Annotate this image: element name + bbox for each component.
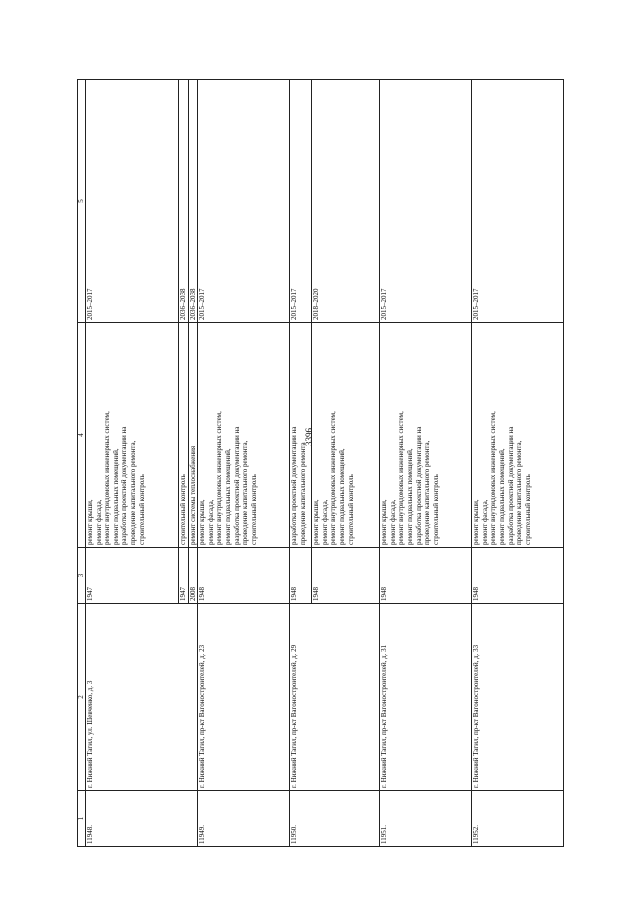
work-line: ремонт подвальных помещений, xyxy=(405,448,414,545)
period-cell: 2015–2017 xyxy=(380,80,472,323)
work-line: разработка проектной документации на xyxy=(414,426,423,545)
period-cell: 2015–2017 xyxy=(290,80,312,323)
work-line: ремонт подвальных помещений, xyxy=(223,448,232,545)
year-cell: 1948 xyxy=(380,548,472,604)
work-cell xyxy=(312,323,380,548)
year-cell: 2008 xyxy=(188,548,198,604)
entry-number: 11950. xyxy=(290,791,380,847)
work-cell xyxy=(179,323,189,548)
period-cell: 2036–2038 xyxy=(179,80,189,323)
rotated-page xyxy=(77,80,576,847)
work-cell xyxy=(198,323,290,548)
year-cell: 1948 xyxy=(472,548,564,604)
work-line: строительный контроль xyxy=(346,474,355,545)
period-cell: 2015–2017 xyxy=(472,80,564,323)
work-line: ремонт внутридомовых инженерных систем, xyxy=(215,411,224,545)
work-line: проведение капитального ремонта, xyxy=(241,440,250,545)
work-line: ремонт внутридомовых инженерных систем, xyxy=(329,411,338,545)
work-line: ремонт фасада, xyxy=(94,499,103,545)
table-row xyxy=(86,80,179,847)
work-line: ремонт фасада, xyxy=(206,499,215,545)
period-cell: 2018–2020 xyxy=(312,80,380,323)
address-cell: г. Нижний Тагил, ул. Шевченко, д. 3 xyxy=(86,604,198,791)
work-line: ремонт подвальных помещений, xyxy=(497,448,506,545)
year-cell: 1947 xyxy=(86,548,179,604)
work-line: строительный контроль xyxy=(523,474,532,545)
work-line: ремонт внутридомовых инженерных систем, xyxy=(103,411,112,545)
table-row xyxy=(290,80,312,847)
year-cell: 1947 xyxy=(179,548,189,604)
work-line: строительный контроль xyxy=(137,474,146,545)
entry-number: 11952. xyxy=(472,791,564,847)
year-cell: 1948 xyxy=(198,548,290,604)
address-cell: г. Нижний Тагил, пр-кт Вагоностроителей, д. 33 xyxy=(472,604,564,791)
period-cell: 2036–2038 xyxy=(188,80,198,323)
work-cell xyxy=(290,323,312,548)
header-row xyxy=(78,80,86,847)
period-cell: 2015–2017 xyxy=(86,80,179,323)
work-line: ремонт крыши, xyxy=(380,499,389,545)
work-cell xyxy=(86,323,179,548)
column-header: 5 xyxy=(78,80,86,323)
work-line: разработка проектной документации на xyxy=(120,426,129,545)
column-header: 1 xyxy=(78,791,86,847)
entry-number: 11949. xyxy=(198,791,290,847)
work-line: строительный контроль xyxy=(249,474,258,545)
work-line: ремонт фасада, xyxy=(480,499,489,545)
page-number: 3396 xyxy=(304,428,314,446)
work-line: ремонт крыши, xyxy=(198,499,207,545)
work-cell xyxy=(188,323,198,548)
year-cell: 1948 xyxy=(312,548,380,604)
work-line: разработка проектной документации на xyxy=(506,426,515,545)
address-cell: г. Нижний Тагил, пр-кт Вагоностроителей, д. 31 xyxy=(380,604,472,791)
work-line: разработка проектной документации на xyxy=(290,426,299,545)
column-header: 2 xyxy=(78,604,86,791)
work-line: разработка проектной документации на xyxy=(232,426,241,545)
work-cell xyxy=(380,323,472,548)
work-line: проведение капитального ремонта xyxy=(298,442,307,545)
work-line: проведение капитального ремонта, xyxy=(128,440,137,545)
work-line: ремонт подвальных помещений, xyxy=(337,448,346,545)
work-line: ремонт фасада, xyxy=(388,499,397,545)
entry-number: 11951. xyxy=(380,791,472,847)
period-cell: 2015–2017 xyxy=(198,80,290,323)
work-line: проведение капитального ремонта, xyxy=(515,440,524,545)
work-line: строительный контроль xyxy=(179,474,187,545)
work-line: ремонт внутридомовых инженерных систем, xyxy=(489,411,498,545)
work-line: ремонт подвальных помещений, xyxy=(111,448,120,545)
work-line: ремонт крыши, xyxy=(472,499,481,545)
work-cell xyxy=(472,323,564,548)
repair-schedule-table xyxy=(77,79,564,847)
address-cell: г. Нижний Тагил, пр-кт Вагоностроителей, д. 29 xyxy=(290,604,380,791)
work-line: ремонт крыши, xyxy=(86,499,94,545)
table-row xyxy=(472,80,564,847)
column-header: 4 xyxy=(78,323,86,548)
table-row xyxy=(198,80,290,847)
entry-number: 11948. xyxy=(86,791,198,847)
work-line: ремонт крыши, xyxy=(312,499,321,545)
table-row xyxy=(380,80,472,847)
work-line: ремонт системы теплоснабжения xyxy=(188,445,197,545)
column-header: 3 xyxy=(78,548,86,604)
year-cell: 1948 xyxy=(290,548,312,604)
work-line: проведение капитального ремонта, xyxy=(423,440,432,545)
address-cell: г. Нижний Тагил, пр-кт Вагоностроителей, д. 23 xyxy=(198,604,290,791)
work-line: ремонт фасада, xyxy=(320,499,329,545)
work-line: ремонт внутридомовых инженерных систем, xyxy=(397,411,406,545)
work-line: строительный контроль xyxy=(431,474,440,545)
